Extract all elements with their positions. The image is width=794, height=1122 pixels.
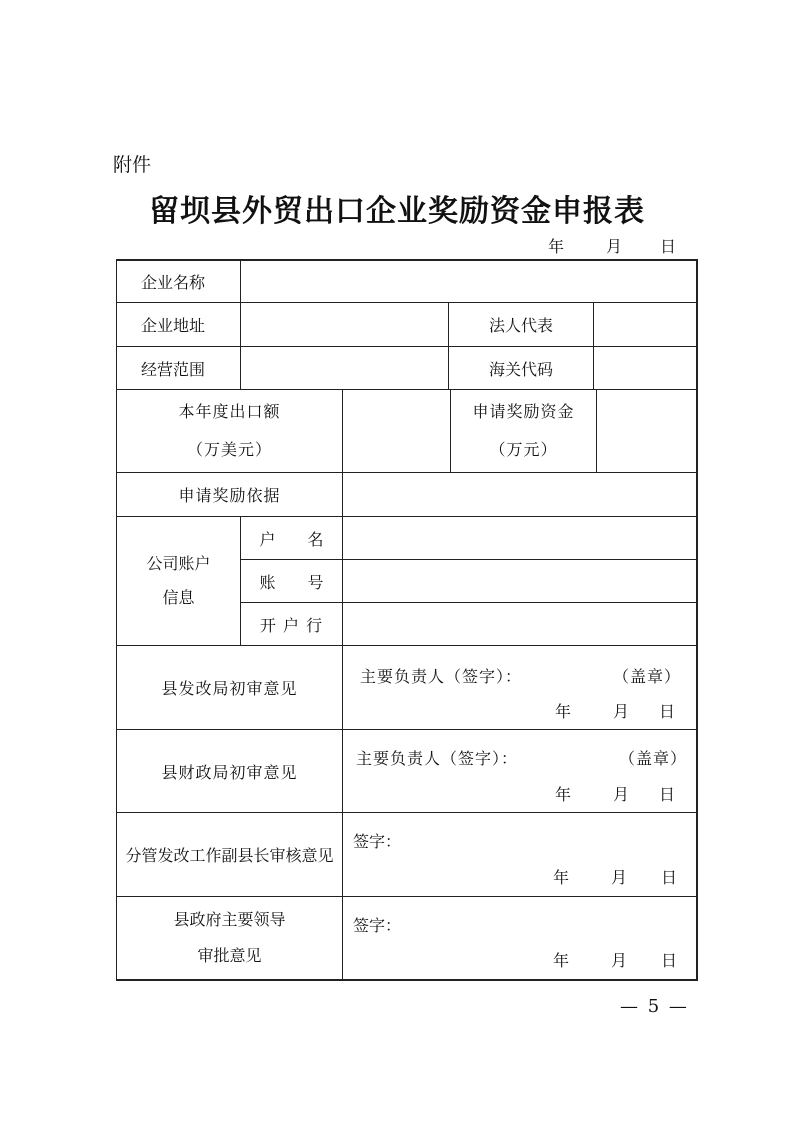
vice-head-date-year: 年 [553, 868, 570, 887]
reward-basis-field[interactable] [343, 473, 696, 516]
header-date-day: 日 [660, 237, 677, 256]
business-scope-label [117, 347, 240, 389]
vice-head-date-day: 日 [661, 868, 678, 887]
account-name-field[interactable] [343, 517, 696, 559]
reward-basis-label [117, 473, 342, 516]
gov-leader-date-year: 年 [553, 951, 570, 970]
header-date-month: 月 [606, 237, 623, 256]
reward-amount-field[interactable] [597, 390, 696, 472]
finance-review-label-text: 县财政局初审意见 [161, 762, 298, 782]
reward-amount-label-text: 申请奖励资金 [472, 402, 575, 421]
finance-date-year: 年 [555, 785, 572, 804]
gov-leader-label-line1: 县政府主要领导 [173, 910, 286, 929]
company-address-field[interactable] [241, 303, 448, 346]
company-address-label-text: 企业地址 [141, 316, 206, 335]
table-border-right [696, 259, 698, 981]
business-scope-field[interactable] [241, 347, 448, 389]
account-info-label-line2: 信息 [162, 588, 195, 607]
customs-code-label-text: 海关代码 [488, 359, 553, 379]
company-name-label [117, 261, 240, 302]
gov-leader-approval-label [117, 897, 342, 979]
account-number-label [241, 560, 342, 602]
drc-date-year: 年 [555, 702, 572, 721]
page-title: 留坝县外贸出口企业奖励资金申报表 [149, 194, 645, 229]
legal-rep-label-text: 法人代表 [488, 316, 553, 335]
finance-date-day: 日 [659, 785, 676, 804]
export-amount-field[interactable] [343, 390, 450, 472]
account-name-label [241, 517, 342, 559]
drc-review-field[interactable] [343, 646, 696, 729]
attachment-label: 附件 [113, 154, 152, 176]
drc-main-person-sign: 主要负责人（签字）： [360, 667, 523, 686]
drc-seal: （盖章） [613, 667, 682, 686]
finance-date-month: 月 [613, 785, 630, 804]
company-address-label [117, 303, 240, 346]
drc-review-label-text: 县发改局初审意见 [161, 679, 298, 698]
vice-head-review-label-text: 分管发改工作副县长审核意见 [125, 846, 334, 865]
drc-date-day: 日 [659, 702, 676, 721]
legal-rep-label [449, 303, 593, 346]
vice-head-date-month: 月 [611, 868, 628, 887]
account-info-label-line1: 公司账户 [146, 554, 211, 573]
vice-head-sign: 签字： [353, 832, 402, 851]
gov-leader-approval-field[interactable] [343, 897, 696, 979]
gov-leader-date-month: 月 [611, 951, 628, 970]
drc-review-label [117, 646, 342, 729]
gov-leader-sign: 签字： [353, 916, 402, 935]
export-amount-unit: （万美元） [186, 440, 272, 459]
reward-amount-label [451, 390, 596, 472]
business-scope-label-text: 经营范围 [141, 359, 206, 379]
gov-leader-date-day: 日 [661, 951, 678, 970]
account-info-label [117, 517, 240, 645]
finance-review-label [117, 730, 342, 812]
header-date-year: 年 [548, 237, 565, 256]
gov-leader-label-line2: 审批意见 [197, 946, 262, 965]
company-name-field[interactable] [241, 261, 696, 302]
drc-date-month: 月 [613, 702, 630, 721]
account-number-field[interactable] [343, 560, 696, 602]
reward-basis-label-text: 申请奖励依据 [178, 486, 281, 505]
vice-head-review-field[interactable] [343, 813, 696, 896]
bank-label [241, 603, 342, 645]
finance-seal: （盖章） [619, 749, 688, 768]
finance-main-person-sign: 主要负责人（签字）： [356, 749, 519, 768]
bank-label-text: 开 户 行 [259, 615, 324, 635]
account-name-label-text: 户 名 [259, 529, 324, 549]
legal-rep-field[interactable] [594, 303, 696, 346]
page-number: — 5 — [620, 996, 689, 1017]
company-name-label-text: 企业名称 [141, 273, 206, 292]
bank-field[interactable] [343, 603, 696, 645]
finance-review-field[interactable] [343, 730, 696, 812]
customs-code-label [449, 347, 593, 389]
reward-amount-unit: （万元） [489, 440, 558, 459]
account-number-label-text: 账 号 [259, 572, 324, 592]
vice-head-review-label [117, 813, 342, 896]
customs-code-field[interactable] [594, 347, 696, 389]
export-amount-label-text: 本年度出口额 [178, 402, 281, 421]
export-amount-label [117, 390, 342, 472]
table-border-bottom [116, 979, 697, 981]
